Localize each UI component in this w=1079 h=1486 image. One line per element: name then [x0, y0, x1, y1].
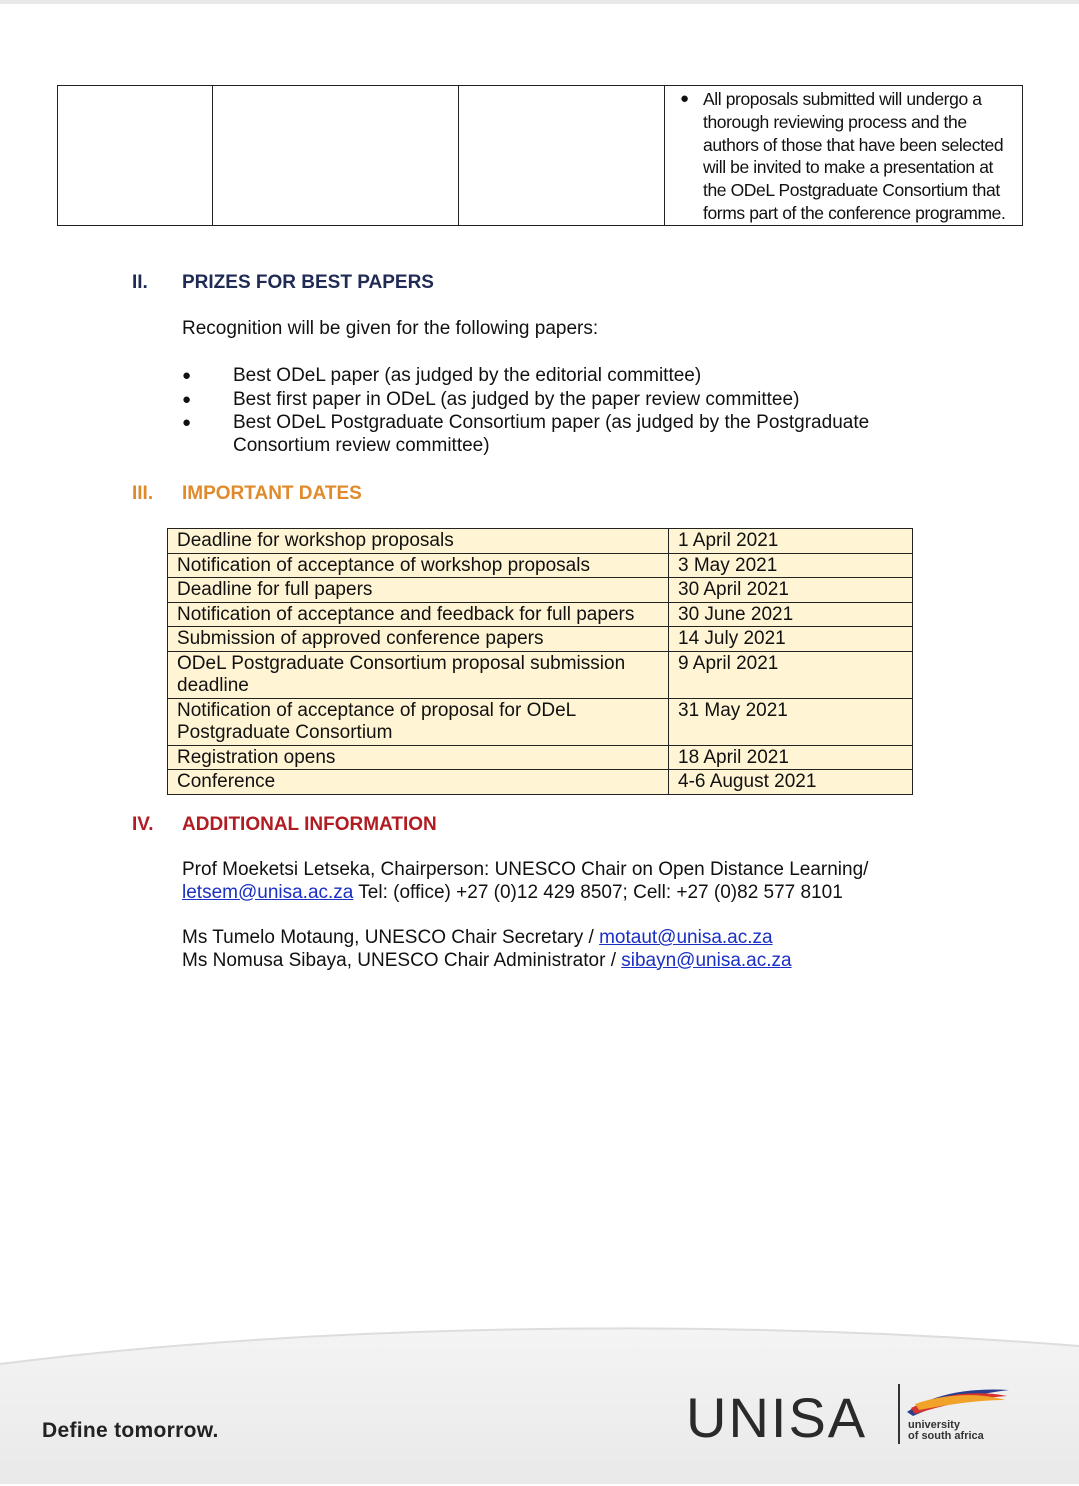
- date-value: 4-6 August 2021: [669, 770, 913, 795]
- admin-email-link[interactable]: sibayn@unisa.ac.za: [621, 949, 792, 971]
- date-value: 18 April 2021: [669, 745, 913, 770]
- carry-cell-4: [665, 86, 1023, 226]
- secretary-name: Ms Tumelo Motaung, UNESCO Chair Secretary /: [182, 927, 600, 948]
- carry-bullet-item: [680, 88, 1014, 225]
- date-event: ODeL Postgraduate Consortium proposal submission deadline: [168, 651, 669, 698]
- section-title-dates: IMPORTANT DATES: [182, 483, 362, 504]
- prize-text: Best ODeL Postgraduate Consortium paper (as judged by the Postgraduate Consortium review committee): [233, 412, 870, 456]
- page-top-edge: [0, 0, 1079, 4]
- table-row: [168, 745, 913, 770]
- table-row: [168, 578, 913, 603]
- prize-text: Best first paper in ODeL (as judged by the paper review committee): [233, 388, 800, 410]
- carry-cell-1: [58, 86, 213, 226]
- carry-bullet-text: All proposals submitted will undergo a thorough reviewing process and the authors of those that have been selected will be invited to make a presentation at the ODeL Postgraduate Consortium that forms part of the conference programme.: [703, 89, 1006, 223]
- section-title-prizes: PRIZES FOR BEST PAPERS: [182, 272, 434, 293]
- chair-contact: [182, 859, 982, 904]
- prizes-list: [182, 365, 942, 458]
- date-value: 14 July 2021: [669, 627, 913, 652]
- secretary-contact: [182, 927, 982, 972]
- table-row: [168, 602, 913, 627]
- unisa-logo-subtitle: [908, 1420, 984, 1442]
- table-row: [168, 698, 913, 745]
- table-row: [168, 553, 913, 578]
- date-event: Notification of acceptance and feedback for full papers: [168, 602, 669, 627]
- prizes-intro: Recognition will be given for the following papers:: [182, 318, 599, 339]
- bullet-icon: ●: [182, 367, 192, 384]
- logo-divider: [898, 1384, 900, 1444]
- table-row: [168, 651, 913, 698]
- section-title-additional: ADDITIONAL INFORMATION: [182, 814, 437, 835]
- chair-email-link[interactable]: letsem@unisa.ac.za: [182, 881, 354, 903]
- table-row: [168, 770, 913, 795]
- date-event: Submission of approved conference papers: [168, 627, 669, 652]
- list-item: [182, 365, 942, 388]
- bullet-icon: ●: [182, 390, 192, 408]
- unisa-logo-text: UNISA: [686, 1386, 868, 1449]
- prize-text: Best ODeL paper (as judged by the editorial committee): [233, 365, 702, 386]
- date-value: 30 June 2021: [669, 602, 913, 627]
- bullet-icon: ●: [182, 414, 192, 431]
- footer-tagline: Define tomorrow.: [42, 1419, 219, 1442]
- bullet-icon: ●: [680, 90, 689, 107]
- carry-cell-3: [459, 86, 665, 226]
- chair-name: Prof Moeketsi Letseka, Chairperson: UNESCO Chair on Open Distance Learning/: [182, 859, 869, 880]
- date-event: Notification of acceptance of workshop proposals: [168, 553, 669, 578]
- unisa-swoosh-icon: [905, 1386, 1015, 1420]
- section-number-additional: IV.: [132, 814, 154, 835]
- date-event: Deadline for workshop proposals: [168, 529, 669, 554]
- date-event: Deadline for full papers: [168, 578, 669, 603]
- list-item: [182, 412, 942, 457]
- date-event: Registration opens: [168, 745, 669, 770]
- important-dates-table: [167, 528, 913, 795]
- date-value: 1 April 2021: [669, 529, 913, 554]
- carry-cell-2: [213, 86, 459, 226]
- date-value: 3 May 2021: [669, 553, 913, 578]
- date-value: 30 April 2021: [669, 578, 913, 603]
- chair-phone: Tel: (office) +27 (0)12 429 8507; Cell: +27 (0)82 577 8101: [353, 881, 843, 903]
- section-number-prizes: II.: [132, 272, 148, 293]
- date-value: 9 April 2021: [669, 651, 913, 698]
- section-number-dates: III.: [132, 483, 154, 504]
- table-row: [168, 627, 913, 652]
- carry-over-table: [57, 85, 1023, 226]
- list-item: [182, 389, 942, 412]
- secretary-email-link[interactable]: motaut@unisa.ac.za: [599, 927, 773, 948]
- logo-sub-line1: university: [908, 1419, 960, 1431]
- date-event: Conference: [168, 770, 669, 795]
- table-row: [168, 529, 913, 554]
- date-value: 31 May 2021: [669, 698, 913, 745]
- logo-sub-line2: of south africa: [908, 1430, 984, 1442]
- date-event: Notification of acceptance of proposal for ODeL Postgraduate Consortium: [168, 698, 669, 745]
- admin-name: Ms Nomusa Sibaya, UNESCO Chair Administrator /: [182, 949, 622, 971]
